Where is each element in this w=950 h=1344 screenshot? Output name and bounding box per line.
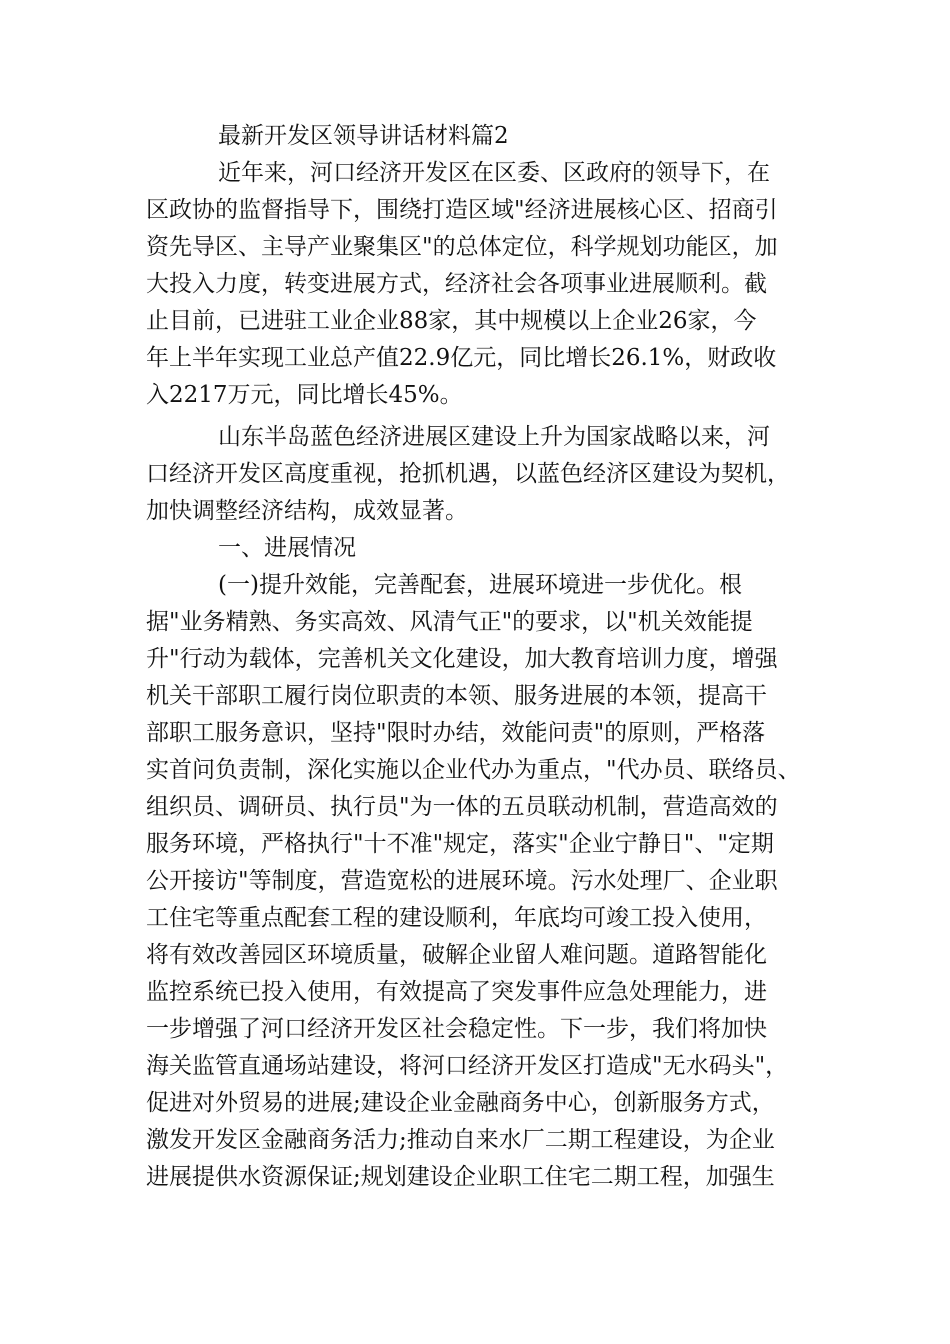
paragraph-line: 据"业务精熟、务实高效、风清气正"的要求，以"机关效能提	[146, 609, 753, 635]
paragraph-line: (一)提升效能，完善配套，进展环境进一步优化。根	[218, 572, 742, 598]
paragraph-line: 止目前，已进驻工业企业88家，其中规模以上企业26家，今	[146, 308, 757, 334]
paragraph-line: 区政协的监督指导下，围绕打造区域"经济进展核心区、招商引	[146, 197, 778, 223]
section-heading: 一、进展情况	[218, 535, 356, 561]
paragraph-line: 升"行动为载体，完善机关文化建设，加大教育培训力度，增强	[146, 646, 778, 672]
paragraph-line: 加快调整经济结构，成效显著。	[146, 498, 468, 524]
paragraph-line: 年上半年实现工业总产值22.9亿元，同比增长26.1%，财政收	[146, 345, 777, 371]
paragraph-line: 近年来，河口经济开发区在区委、区政府的领导下，在	[218, 160, 770, 186]
paragraph-line: 进展提供水资源保证;规划建设企业职工住宅二期工程，加强生	[146, 1164, 775, 1190]
paragraph-line: 服务环境，严格执行"十不准"规定，落实"企业宁静日"、"定期	[146, 831, 774, 857]
paragraph-line: 口经济开发区高度重视，抢抓机遇，以蓝色经济区建设为契机，	[146, 461, 790, 487]
paragraph-line: 促进对外贸易的进展;建设企业金融商务中心，创新服务方式，	[146, 1090, 775, 1116]
paragraph-line: 山东半岛蓝色经济进展区建设上升为国家战略以来，河	[218, 424, 770, 450]
paragraph-line: 监控系统已投入使用，有效提高了突发事件应急处理能力，进	[146, 979, 767, 1005]
paragraph-line: 机关干部职工履行岗位职责的本领、服务进展的本领，提高干	[146, 683, 767, 709]
paragraph-line: 将有效改善园区环境质量，破解企业留人难问题。道路智能化	[146, 942, 767, 968]
paragraph-line: 资先导区、主导产业聚集区"的总体定位，科学规划功能区，加	[146, 234, 778, 260]
paragraph-line: 海关监管直通场站建设，将河口经济开发区打造成"无水码头"，	[146, 1053, 789, 1079]
paragraph-line: 一步增强了河口经济开发区社会稳定性。下一步，我们将加快	[146, 1016, 767, 1042]
paragraph-line: 入2217万元，同比增长45%。	[146, 382, 463, 408]
paragraph-line: 部职工服务意识，坚持"限时办结，效能问责"的原则，严格落	[146, 720, 766, 746]
paragraph-line: 公开接访"等制度，营造宽松的进展环境。污水处理厂、企业职	[146, 868, 778, 894]
paragraph-line: 实首问负责制，深化实施以企业代办为重点，"代办员、联络员、	[146, 757, 801, 783]
paragraph-line: 工住宅等重点配套工程的建设顺利，年底均可竣工投入使用，	[146, 905, 767, 931]
paragraph-line: 组织员、调研员、执行员"为一体的五员联动机制，营造高效的	[146, 794, 778, 820]
paragraph-line: 大投入力度，转变进展方式，经济社会各项事业进展顺利。截	[146, 271, 767, 297]
document-title: 最新开发区领导讲话材料篇2	[218, 123, 509, 149]
paragraph-line: 激发开发区金融商务活力;推动自来水厂二期工程建设，为企业	[146, 1127, 775, 1153]
